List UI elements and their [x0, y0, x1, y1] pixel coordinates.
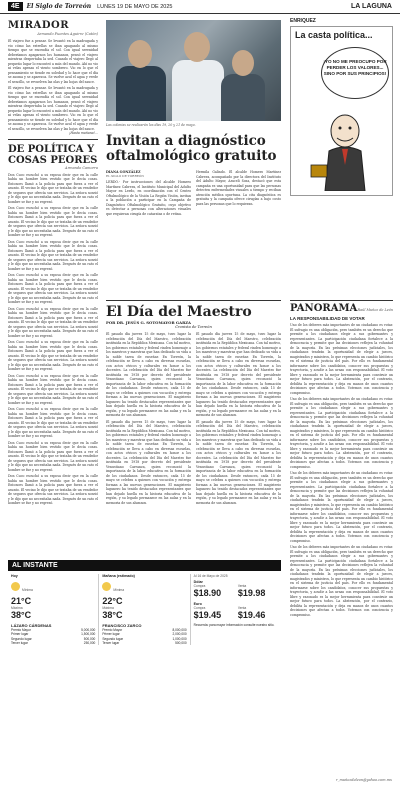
photo-caption: Las colonias se realizarán los días 19, 20 y 21 de mayo.	[106, 123, 196, 127]
page-number: 4E	[8, 2, 23, 11]
left-column	[8, 20, 98, 506]
panorama-author: Raúl Muñoz de León	[357, 308, 393, 312]
weather-tomorrow: Mañana (estimado) Mínima 22°C Máxima 38°C FRANCISCO ZARCO Premio Mayor 8,000,000 Primer lugar 2,000,000 Segundo lugar 1,000,000 Tercer lugar 500,000	[99, 574, 190, 645]
politica-body-cont2: Don Cuco escuchó a su esposa decir que en la calle había un hombre bien vestido que le decía cosas. Entonces llamó a la policía para que fuera a ver el asunto. El vecino le dijo que se trataba de un vendedor de seguros que ofrecía sus servicios. La señora sonrió y le dijo que no necesitaba nada. Después de un rato el hombre se fue y no regresó.	[8, 239, 98, 271]
panorama-text-3: Uno de los deberes más importantes de un ciudadano es votar. El sufragio es una obligación, pero también es un derecho que permite a los ciudadanos elegir a sus gobernantes y representantes. La participación ciudadana fortalece a la democracia y permite que las decisiones reflejen la voluntad de la mayoría. En las próximas elecciones judiciales, los ciudadanos tendrán la oportunidad de elegir a jueces, magistrados y ministros, lo que representa un cambio histórico en el sistema de justicia del país. Por ello es fundamental informarse sobre los candidatos, conocer sus propuestas y trayectoria, y acudir a las urnas con responsabilidad. El voto libre y razonado es la mejor herramienta para construir un mejor futuro para todos. La abstención, por el contrario, debilita la representación y deja en manos de unos cuantos decisiones que afectan a todos. Votemos con conciencia y compromiso.	[290, 471, 393, 543]
mirador-author: Armando Fuentes Aguirre (Catón)	[37, 32, 98, 36]
lottery-row: Primer lugar 2,000,000	[102, 632, 187, 637]
maestro-body	[106, 332, 281, 550]
mirador-footer: ¡Hasta mañana!...	[69, 131, 98, 135]
divider	[8, 139, 98, 140]
politica-body-cont7: Don Cuco escuchó a su esposa decir que en la calle había un hombre bien vestido que le decía cosas. Entonces llamó a la policía para que fuera a ver el asunto. El vecino le dijo que se trataba de un vendedor de seguros que ofrecía sus servicios. La señora sonrió y le dijo que no necesitaba nada. Después de un rato el hombre se fue y no regresó.	[8, 407, 98, 438]
news-photo	[106, 20, 281, 121]
panorama-body	[290, 323, 393, 771]
panorama-text-2: Uno de los deberes más importantes de un ciudadano es votar. El sufragio es una obligación, pero también es un derecho que permite a los ciudadanos elegir a sus gobernantes y representantes. La participación ciudadana fortalece a la democracia y permite que las decisiones reflejen la voluntad de la mayoría. En las próximas elecciones judiciales, los ciudadanos tendrán la oportunidad de elegir a jueces, magistrados y ministros, lo que representa un cambio histórico en el sistema de justicia del país. Por ello es fundamental informarse sobre los candidatos, conocer sus propuestas y trayectoria, y acudir a las urnas con responsabilidad. El voto libre y razonado es la mejor herramienta para construir un mejor futuro para todos. La abstención, por el contrario, debilita la representación y deja en manos de unos cuantos decisiones que afectan a todos. Votemos con conciencia y compromiso.	[290, 397, 393, 469]
cartoon-title: La casta política...	[295, 30, 373, 40]
mirador-body: El viajero fue a pensar. Se levantó en la madrugada y vio cómo las estrellas se iban apagando al mismo tiempo que se encendía el sol. Con igual serenidad deberíamos apagarnos los humanos, pensó el viajero mientras despertaba la sed. Cuando el viajero llegó al pequeño lugar lo encontró a más del mundo. Ahí no vio ni velas apenas el viento sombrero. Vio en lo que el pensamiento se tiende en soledad y lo hace que el día se asoma y se aparezca. Se vuelve azul el agua y verde el sencillo, se revuelven las olas y las hojas del sauce.	[8, 39, 98, 84]
politica-body-cont6: Don Cuco escuchó a su esposa decir que en la calle había un hombre bien vestido que le decía cosas. Entonces llamó a la policía para que fuera a ver el asunto. El vecino le dijo que se trataba de un vendedor de seguros que ofrecía sus servicios. La señora sonrió y le dijo que no necesitaba nada. Después de un rato el hombre se fue y no regresó.	[8, 373, 98, 405]
mirador-body-cont: El viajero fue a pensar. Se levantó en la madrugada y vio cómo las estrellas se iban apagando al mismo tiempo que se encendía el sol. Con igual serenidad deberíamos apagarnos los humanos, pensó el viajero mientras despertaba la sed. Cuando el viajero llegó al pequeño lugar lo encontró a más del mundo. Ahí no vio ni velas apenas el viento sombrero. Vio en lo que el pensamiento se tiende en soledad y lo hace que el día se asoma y se aparezca. Se vuelve azul el agua y verde el sencillo, se revuelven las olas y las hojas del sauce.	[8, 86, 98, 131]
politician-figure-icon	[309, 113, 379, 191]
cartoon-column	[290, 18, 393, 196]
sun-icon	[11, 582, 20, 591]
oftalmo-body	[106, 170, 281, 216]
oftalmo-body-2: Hermila Galindo. El alcalde Homero Martínez Cabrera, acompañado por la directora del Instituto del Adulto Mayor, Araceli Sosa, destacó que esta campaña es una oportunidad para que las personas detecten enfermedades visuales a tiempo y reciban atención médica oportuna. La cita diagnóstica es gratuita y la campaña ofrece cirugías a bajo costo para las personas que lo requieran.	[196, 170, 281, 206]
edition-date: LUNES 19 DE MAYO DE 2025	[97, 3, 173, 10]
lottery-row: Tercer lugar 500,000	[102, 640, 187, 645]
cartoonist-name: ENRIQUEZ	[290, 18, 316, 24]
euro-sell: $19.46	[237, 610, 266, 620]
oftalmo-body-1: LERDO.- Por instrucciones del alcalde Homero Martínez Cabrera, el Instituto Municipal del Adulto Mayor en Lerdo, en coordinación con el Centro Oftalmológico de la Visión La Región Visión, invitan a la población a participar en la Campaña de Diagnóstico Oftalmológico Gratuito, cuyo objetivo es detectar a personas con alteraciones visuales que requieran cirugía de cataratas o de retina.	[106, 180, 191, 216]
panorama-header	[290, 300, 393, 314]
lottery-row: Primer lugar 1,500,000	[11, 632, 96, 637]
dollar-sell: $19.98	[237, 588, 266, 598]
author-email: r_muñozdeleon@yahoo.com.mx	[336, 778, 392, 782]
lottery-row: Segundo lugar 500,000	[11, 636, 96, 641]
politica-body-cont: Don Cuco escuchó a su esposa decir que en la calle había un hombre bien vestido que le decía cosas. Entonces llamó a la policía para que fuera a ver el asunto. El vecino le dijo que se trataba de un vendedor de seguros que ofrecía sus servicios. La señora sonrió y le dijo que no necesitaba nada. Después de un rato el hombre se fue y no regresó.	[8, 206, 98, 237]
maestro-text-3: El pasado día jueves 15 de mayo, tuvo lugar la celebración del Día del Maestro, celebración instituida en la República Mexicana. Con tal motivo, los gobiernos estatales y federal rinden homenaje a los maestros y maestras que han dedicado su vida a la noble tarea de enseñar. En Torreón, la celebración se lleva a cabo en diversas escuelas, con actos cívicos y culturales en honor a los docentes. La celebración del Día del Maestro fue instituida en 1918 por decreto del presidente Venustiano Carranza, quien reconoció la importancia de la labor educativa en la formación de los ciudadanos. Desde entonces, cada 15 de mayo se celebra a quienes con vocación y entrega forman a las nuevas generaciones. El magisterio lagunero ha tenido destacados representantes que han dejado huella en la historia educativa de la región, y su legado permanece en las aulas y en la memoria de sus alumnos.	[196, 332, 281, 417]
speech-bubble: ¡YO NO ME PREOCUPO POR PERDER LOS VALORES... SINO POR SUS PRINCIPIOS!	[321, 47, 389, 99]
panorama-subtitle: LA RESPONSABILIDAD DE VOTAR	[290, 316, 365, 321]
newspaper-name: El Siglo de Torreón	[26, 3, 92, 10]
currency-date: Al 16 de Mayo de 2025	[193, 574, 228, 578]
weather-today: Hoy Mínima 21°C Máxima 38°C LÁZARO CÁRDENAS Premio Mayor 5,000,000 Primer lugar 1,500,000 Segundo lugar 500,000 Tercer lugar 250,000	[8, 574, 99, 645]
editorial-cartoon	[290, 26, 393, 196]
mirador-title: MIRADOR	[8, 20, 70, 31]
lottery-row: Segundo lugar 1,000,000	[102, 636, 187, 641]
politica-body-cont3: Don Cuco escuchó a su esposa decir que en la calle había un hombre bien vestido que le decía cosas. Entonces llamó a la policía para que fuera a ver el asunto. El vecino le dijo que se trataba de un vendedor de seguros que ofrecía sus servicios. La señora sonrió y le dijo que no necesitaba nada. Después de un rato el hombre se fue y no regresó.	[8, 273, 98, 304]
currency-box: Al 16 de Mayo de 2025 Dólar Compra $18.90 Venta $19.98 Euro Compra $19.45 Venta $19.46 Recuerda: para mayor información consulte nuestro sitio.	[191, 574, 281, 645]
maestro-text-2: El pasado día jueves 15 de mayo, tuvo lugar la celebración del Día del Maestro, celebración instituida en la República Mexicana. Con tal motivo, los gobiernos estatales y federal rinden homenaje a los maestros y maestras que han dedicado su vida a la noble tarea de enseñar. En Torreón, la celebración se lleva a cabo en diversas escuelas, con actos cívicos y culturales en honor a los docentes. La celebración del Día del Maestro fue instituida en 1918 por decreto del presidente Venustiano Carranza, quien reconoció la importancia de la labor educativa en la formación de los ciudadanos. Desde entonces, cada 15 de mayo se celebra a quienes con vocación y entrega forman a las nuevas generaciones. El magisterio lagunero ha tenido destacados representantes que han dejado huella en la historia educativa de la región, y su legado permanece en las aulas y en la memoria de sus alumnos.	[106, 419, 191, 505]
section-name: LA LAGUNA	[351, 3, 392, 10]
oftalmo-author: DIANA GONZÁLEZ	[106, 170, 141, 174]
lottery-row: Premio Mayor 8,000,000	[102, 628, 187, 632]
instante-notes: Recuerda: para mayor información consulte nuestro sitio.	[193, 623, 275, 627]
page-header	[0, 0, 400, 14]
maestro-source: Cronista de Torreón	[175, 325, 212, 329]
sun-icon	[102, 582, 111, 591]
politica-body-cont9: Don Cuco escuchó a su esposa decir que en la calle había un hombre bien vestido que le decía cosas. Entonces llamó a la policía para que fuera a ver el asunto. El vecino le dijo que se trataba de un vendedor de seguros que ofrecía sus servicios. La señora sonrió y le dijo que no necesitaba nada. Después de un rato el hombre se fue y no regresó.	[8, 474, 98, 505]
politica-title: DE POLÍTICA Y COSAS PEORES	[8, 143, 98, 166]
maestro-title: El Día del Maestro	[106, 300, 281, 320]
maestro-text-4: El pasado día jueves 15 de mayo, tuvo lugar la celebración del Día del Maestro, celebración instituida en la República Mexicana. Con tal motivo, los gobiernos estatales y federal rinden homenaje a los maestros y maestras que han dedicado su vida a la noble tarea de enseñar. En Torreón, la celebración se lleva a cabo en diversas escuelas, con actos cívicos y culturales en honor a los docentes. La celebración del Día del Maestro fue instituida en 1918 por decreto del presidente Venustiano Carranza, quien reconoció la importancia de la labor educativa en la formación de los ciudadanos. Desde entonces, cada 15 de mayo se celebra a quienes con vocación y entrega forman a las nuevas generaciones. El magisterio lagunero ha tenido destacados representantes que han dejado huella en la historia educativa de la región, y su legado permanece en las aulas y en la memoria de sus alumnos.	[196, 419, 281, 505]
politica-body-cont5: Don Cuco escuchó a su esposa decir que en la calle había un hombre bien vestido que le decía cosas. Entonces llamó a la policía para que fuera a ver el asunto. El vecino le dijo que se trataba de un vendedor de seguros que ofrecía sus servicios. La señora sonrió y le dijo que no necesitaba nada. Después de un rato el hombre se fue y no regresó.	[8, 340, 98, 371]
oftalmo-author-source: EL SIGLO DE TORREÓN	[106, 174, 144, 178]
oftalmo-headline: Invitan a diagnóstico oftalmológico gratuito	[106, 133, 277, 164]
panorama-title: PANORAMA	[290, 303, 358, 314]
euro-buy: $19.45	[193, 610, 222, 620]
al-instante	[8, 560, 281, 645]
politica-body: Don Cuco escuchó a su esposa decir que en la calle había un hombre bien vestido que le decía cosas. Entonces llamó a la policía para que fuera a ver el asunto. El vecino le dijo que se trataba de un vendedor de seguros que ofrecía sus servicios. La señora sonrió y le dijo que no necesitaba nada. Después de un rato el hombre se fue y no regresó.	[8, 172, 98, 204]
politica-body-cont4: Don Cuco escuchó a su esposa decir que en la calle había un hombre bien vestido que le decía cosas. Entonces llamó a la policía para que fuera a ver el asunto. El vecino le dijo que se trataba de un vendedor de seguros que ofrecía sus servicios. La señora sonrió y le dijo que no necesitaba nada. Después de un rato el hombre se fue y no regresó.	[8, 306, 98, 338]
maestro-text-1: El pasado día jueves 15 de mayo, tuvo lugar la celebración del Día del Maestro, celebración instituida en la República Mexicana. Con tal motivo, los gobiernos estatales y federal rinden homenaje a los maestros y maestras que han dedicado su vida a la noble tarea de enseñar. En Torreón, la celebración se lleva a cabo en diversas escuelas, con actos cívicos y culturales en honor a los docentes. La celebración del Día del Maestro fue instituida en 1918 por decreto del presidente Venustiano Carranza, quien reconoció la importancia de la labor educativa en la formación de los ciudadanos. Desde entonces, cada 15 de mayo se celebra a quienes con vocación y entrega forman a las nuevas generaciones. El magisterio lagunero ha tenido destacados representantes que han dejado huella en la historia educativa de la región, y su legado permanece en las aulas y en la memoria de sus alumnos.	[106, 332, 191, 417]
panorama-text-1: Uno de los deberes más importantes de un ciudadano es votar. El sufragio es una obligación, pero también es un derecho que permite a los ciudadanos elegir a sus gobernantes y representantes. La participación ciudadana fortalece a la democracia y permite que las decisiones reflejen la voluntad de la mayoría. En las próximas elecciones judiciales, los ciudadanos tendrán la oportunidad de elegir a jueces, magistrados y ministros, lo que representa un cambio histórico en el sistema de justicia del país. Por ello es fundamental informarse sobre los candidatos, conocer sus propuestas y trayectoria, y acudir a las urnas con responsabilidad. El voto libre y razonado es la mejor herramienta para construir un mejor futuro para todos. La abstención, por el contrario, debilita la representación y deja en manos de unos cuantos decisiones que afectan a todos. Votemos con conciencia y compromiso.	[290, 323, 393, 395]
maestro-author: POR DR. JESÚS G. SOTOMAYOR GARZA	[106, 320, 191, 325]
lottery-row: Tercer lugar 250,000	[11, 640, 96, 645]
lottery-row: Premio Mayor 5,000,000	[11, 628, 96, 632]
politica-body-cont8: Don Cuco escuchó a su esposa decir que en la calle había un hombre bien vestido que le decía cosas. Entonces llamó a la policía para que fuera a ver el asunto. El vecino le dijo que se trataba de un vendedor de seguros que ofrecía sus servicios. La señora sonrió y le dijo que no necesitaba nada. Después de un rato el hombre se fue y no regresó.	[8, 440, 98, 472]
instante-grid	[8, 574, 281, 645]
politica-author: Armando Camorra	[65, 165, 98, 170]
instante-title: AL INSTANTE	[8, 560, 281, 571]
dollar-buy: $18.90	[193, 588, 222, 598]
panorama-text-4: Uno de los deberes más importantes de un ciudadano es votar. El sufragio es una obligación, pero también es un derecho que permite a los ciudadanos elegir a sus gobernantes y representantes. La participación ciudadana fortalece a la democracia y permite que las decisiones reflejen la voluntad de la mayoría. En las próximas elecciones judiciales, los ciudadanos tendrán la oportunidad de elegir a jueces, magistrados y ministros, lo que representa un cambio histórico en el sistema de justicia del país. Por ello es fundamental informarse sobre los candidatos, conocer sus propuestas y trayectoria, y acudir a las urnas con responsabilidad. El voto libre y razonado es la mejor herramienta para construir un mejor futuro para todos. La abstención, por el contrario, debilita la representación y deja en manos de unos cuantos decisiones que afectan a todos. Votemos con conciencia y compromiso.	[290, 545, 393, 617]
